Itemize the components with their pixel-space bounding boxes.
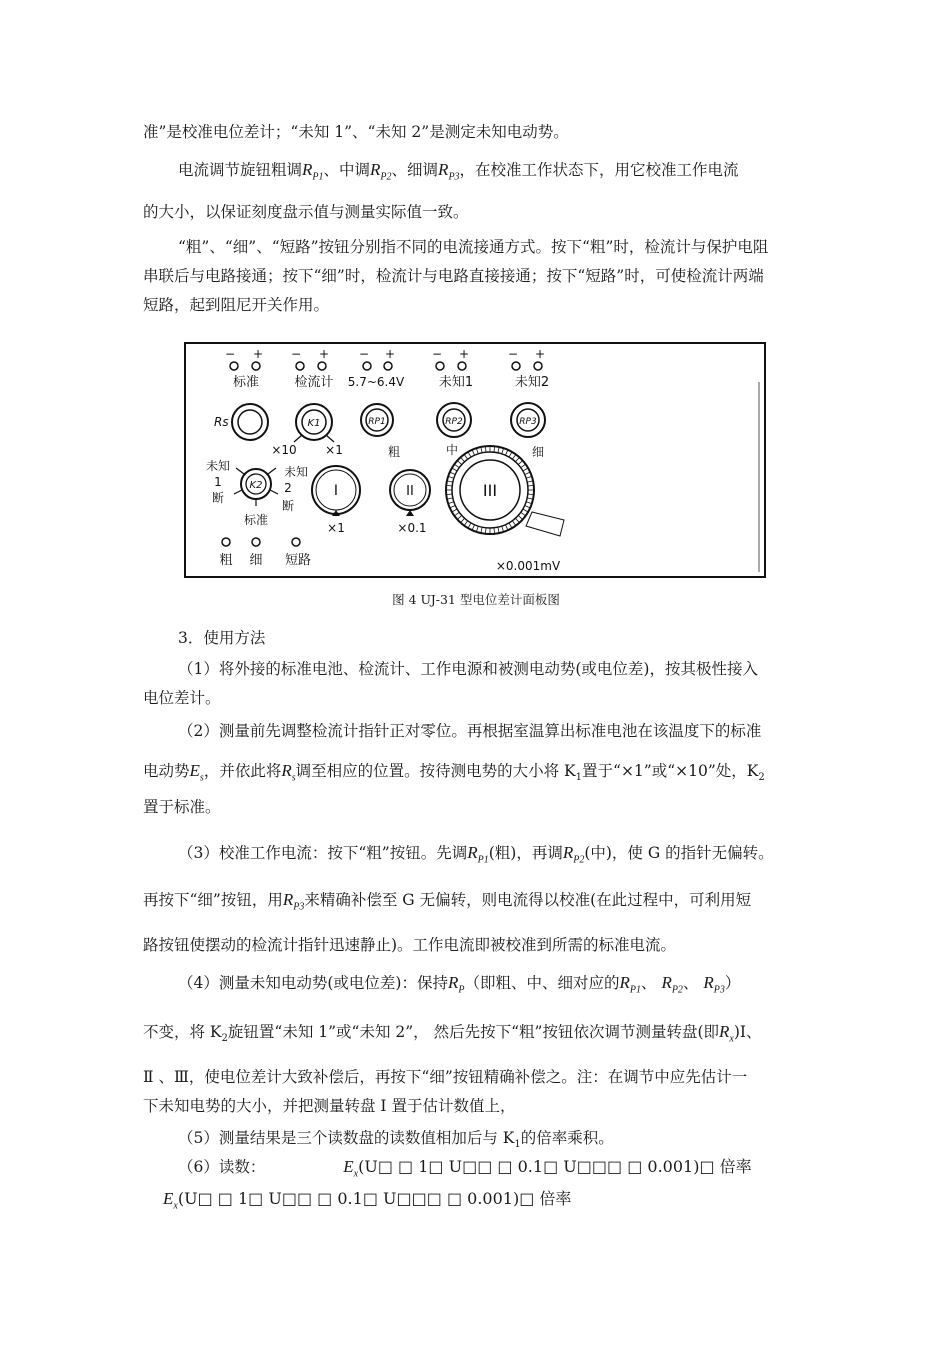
text: 来精确补偿至 G 无偏转，则电流得以校准(在此过程中，可利用短 — [304, 891, 752, 909]
text: (粗)，再调 — [488, 844, 563, 862]
item-3-line-2 — [143, 890, 751, 917]
button-label: 短路 — [284, 553, 312, 568]
plus-sign: + — [318, 347, 330, 361]
separator: 、 — [640, 974, 657, 992]
rs-label: Rs — [214, 415, 229, 429]
text: )Ⅰ、 — [733, 1023, 762, 1041]
rp2-zhong-label: 中 — [445, 443, 459, 457]
symbol-rp3: $R_{P3}$ — [438, 160, 460, 183]
formula-1: (U□ □ 1□ U□□ □ 0.1□ U□□□ □ 0.001)□ 倍率 — [358, 1157, 752, 1176]
item-4-line-1 — [178, 973, 740, 1000]
terminal-label: 未知1 — [438, 375, 474, 390]
uj31-panel-figure — [184, 342, 766, 578]
text: 再按下“细”按钮，用 — [143, 891, 283, 909]
item-4-line-2 — [143, 1022, 762, 1049]
rp3-xi-label: 细 — [531, 445, 545, 459]
item-4-line-3: Ⅱ 、Ⅲ，使电位差计大致补偿后，再按下“细”按钮精确补偿之。注：在调节中应先估计一 — [143, 1068, 748, 1086]
text: 调至相应的位置。按待测电势的大小将 K — [295, 762, 576, 780]
dial-2-label: II — [406, 484, 414, 499]
item-5 — [178, 1128, 614, 1155]
symbol-rp1: $R_{P1}$ — [467, 843, 489, 866]
sub-1: 1 — [575, 772, 583, 784]
symbol-rp1: $R_{P1}$ — [302, 160, 324, 183]
k2-biaozhun-label: 标准 — [243, 513, 269, 527]
dial-3-mult: ×0.001mV — [495, 559, 561, 573]
k1-label: K1 — [307, 418, 321, 429]
para-2-line-1: “粗”、“细”、“短路”按钮分别指不同的电流接通方式。按下“粗”时，检流计与保护电阻 — [178, 238, 769, 256]
formula-2: (U□ □ 1□ U□□ □ 0.1□ U□□□ □ 0.001)□ 倍率 — [177, 1189, 572, 1208]
item-4-line-4: 下未知电势的大小，并把测量转盘 I 置于估计数值上， — [143, 1097, 516, 1115]
symbol-rp3: $R_{P3}$ — [282, 890, 305, 913]
text: （即粗、中、细对应的 — [464, 974, 620, 992]
sub-2: 2 — [758, 772, 765, 784]
text: 电动势 — [143, 762, 190, 780]
section-title: 3．使用方法 — [178, 629, 266, 647]
plus-sign: + — [384, 347, 396, 361]
symbol-rp2: $R_{P2}$ — [562, 843, 585, 866]
button-label: 细 — [249, 553, 263, 568]
k1-x1: ×1 — [325, 443, 343, 457]
dial-1-label: I — [333, 483, 339, 499]
symbol-rp3: $R_{P3}$ — [703, 973, 725, 996]
dial-2-mult: ×0.1 — [397, 521, 427, 535]
plus-sign: + — [458, 347, 470, 361]
para-0: 准”是校准电位差计；“未知 1”、“未知 2”是测定未知电动势。 — [143, 123, 569, 141]
minus-sign: − — [290, 347, 302, 361]
rp2-label: RP2 — [445, 417, 463, 427]
k2-unk2-label: 未知 — [283, 465, 309, 479]
para-1-line-2: 的大小，以保证刻度盘示值与测量实际值一致。 — [143, 203, 469, 221]
figure-caption: 图 4 UJ-31 型电位差计面板图 — [392, 592, 560, 607]
minus-sign: − — [224, 347, 236, 361]
text: 的倍率乘积。 — [520, 1129, 614, 1147]
symbol-rs: $R_s$ — [281, 761, 296, 784]
text: （4）测量未知电动势(或电位差)：保持 — [178, 974, 448, 992]
terminal-label: 5.7~6.4V — [347, 375, 405, 389]
symbol-ex: $E_x$ — [163, 1189, 178, 1212]
text: 电流调节旋钮粗调 — [178, 161, 303, 179]
formula-2-line — [163, 1189, 571, 1216]
text: ，并依此将 — [203, 762, 282, 780]
text: （6）读数： — [178, 1158, 266, 1176]
text: 不变，将 K — [143, 1023, 222, 1041]
dial-3-label: III — [482, 481, 498, 500]
item-6 — [178, 1157, 752, 1184]
terminal-label: 未知2 — [514, 375, 550, 390]
rp1-label: RP1 — [368, 417, 386, 427]
rp1-cu-label: 粗 — [387, 445, 401, 459]
terminal-label: 标准 — [232, 375, 260, 390]
para-2-line-2: 串联后与电路接通；按下“细”时，检流计与电路直接接通；按下“短路”时，可使检流计两端 — [143, 267, 764, 285]
symbol-rp: $R_P$ — [447, 973, 465, 996]
para-2-line-3: 短路，起到阻尼开关作用。 — [143, 296, 330, 314]
k2-duan-right: 断 — [281, 499, 295, 513]
item-3-line-3: 路按钮使摆动的检流计指针迅速静止)。工作电流即被校准到所需的标准电流。 — [143, 936, 677, 954]
sub-1: 1 — [514, 1139, 521, 1151]
text: 、中调 — [323, 161, 371, 179]
minus-sign: − — [358, 347, 370, 361]
terminal-label: 检流计 — [294, 375, 334, 390]
k2-label: K2 — [249, 480, 263, 491]
k2-unk2-num: 2 — [284, 481, 292, 495]
k2-unk1-num: 1 — [214, 475, 222, 489]
item-2-line-2 — [143, 761, 765, 788]
button-label: 粗 — [219, 553, 233, 568]
text: 、细调 — [391, 161, 439, 179]
k2-unk1-label: 未知 — [205, 459, 231, 473]
symbol-es: $E_s$ — [189, 761, 204, 784]
k1-x10: ×10 — [271, 443, 297, 457]
text: 旋钮置“未知 1”或“未知 2”， 然后先按下“粗”按钮依次调节测量转盘(即 — [227, 1023, 719, 1041]
item-2-line-1: （2）测量前先调整检流计指针正对零位。再根据室温算出标准电池在该温度下的标准 — [178, 722, 762, 740]
symbol-ex: $E_x$ — [343, 1157, 359, 1180]
dial-1-mult: ×1 — [327, 521, 345, 535]
k2-duan-left: 断 — [211, 491, 225, 505]
symbol-rp2: $R_{P2}$ — [661, 973, 683, 996]
minus-sign: − — [507, 347, 519, 361]
text: ，在校准工作状态下，用它校准工作电流 — [459, 161, 739, 179]
text: 置于“×1”或“×10”处，K — [582, 762, 759, 780]
item-1-line-2: 电位差计。 — [143, 689, 221, 707]
item-2-line-3: 置于标准。 — [143, 798, 221, 816]
sub-2: 2 — [221, 1033, 228, 1045]
text: （5）测量结果是三个读数盘的读数值相加后与 K — [178, 1129, 515, 1147]
minus-sign: − — [431, 347, 443, 361]
rp3-label: RP3 — [519, 417, 537, 427]
plus-sign: + — [534, 347, 546, 361]
separator: 、 — [682, 974, 699, 992]
text: （3）校准工作电流：按下“粗”按钮。先调 — [178, 844, 468, 862]
panel-border — [185, 343, 765, 577]
item-1-line-1: （1）将外接的标准电池、检流计、工作电源和被测电动势(或电位差)，按其极性接入 — [178, 660, 758, 678]
text: (中)，使 G 的指针无偏转。 — [584, 844, 774, 862]
para-1-line-1 — [178, 160, 739, 187]
symbol-rp2: $R_{P2}$ — [370, 160, 392, 183]
item-3-line-1 — [178, 843, 774, 870]
symbol-rp1: $R_{P1}$ — [619, 973, 641, 996]
close-paren: ） — [724, 974, 741, 992]
symbol-rx: $R_x$ — [719, 1022, 734, 1045]
plus-sign: + — [252, 347, 264, 361]
